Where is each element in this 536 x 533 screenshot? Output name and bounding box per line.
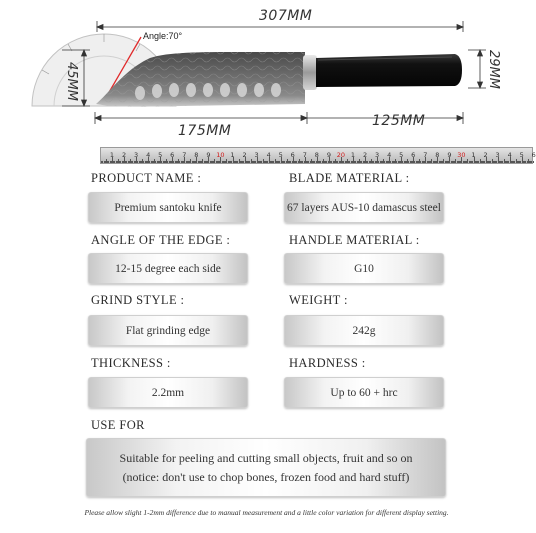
grind-style-value: Flat grinding edge [88, 315, 248, 346]
ruler-number: 2 [121, 151, 127, 159]
measuring-ruler [100, 147, 536, 164]
ruler-number: 10 [216, 151, 225, 159]
thickness-label: THICKNESS : [91, 356, 171, 370]
ruler-number: 4 [146, 151, 151, 159]
ruler-number: 8 [435, 151, 440, 159]
ruler-number: 6 [290, 151, 295, 159]
ruler-number: 2 [362, 151, 368, 159]
measurement-footnote: Please allow slight 1-2mm difference due to manual measurement and a little color variation for different display setting. [84, 508, 449, 517]
handle-material-value: G10 [284, 253, 444, 284]
blade-material-value: 67 layers AUS-10 damascus steel [284, 192, 444, 223]
ruler-number: 1 [109, 151, 115, 159]
hardness-label: HARDNESS : [289, 356, 366, 370]
ruler-number: 6 [531, 151, 536, 159]
ruler-number: 6 [411, 151, 416, 159]
ruler-number: 1 [471, 151, 476, 159]
ruler-number: 20 [336, 151, 346, 159]
blade-length-label: 175MM [178, 123, 232, 139]
ruler-number: 4 [387, 151, 392, 159]
ruler-number: 5 [519, 151, 524, 159]
product-name-value: Premium santoku knife [88, 192, 248, 223]
ruler-number: 7 [302, 151, 307, 159]
blade-material-label: BLADE MATERIAL : [289, 171, 410, 185]
use-for-line-2: (notice: don't use to chop bones, frozen food and hard stuff) [122, 469, 410, 484]
ruler-number: 9 [447, 151, 452, 159]
grind-style-label: GRIND STYLE : [91, 293, 185, 307]
ruler-number: 2 [483, 151, 488, 159]
ruler-number: 4 [507, 151, 512, 159]
ruler-number: 3 [254, 151, 259, 159]
ruler-number: 9 [206, 151, 211, 159]
handle-length-label: 125MM [372, 113, 426, 129]
ruler-number: 3 [134, 151, 139, 159]
ruler-number: 3 [375, 151, 380, 159]
ruler-number: 8 [194, 151, 199, 159]
ruler-number: 5 [158, 151, 163, 159]
ruler-number: 7 [423, 151, 428, 159]
total-length-label: 307MM [259, 8, 313, 24]
ruler-number: 5 [399, 151, 404, 159]
handle-height-label: 29MM [485, 50, 501, 89]
ruler-number: 2 [242, 151, 247, 159]
use-for-value [86, 438, 446, 497]
ruler-number: 5 [278, 151, 283, 159]
weight-value: 242g [284, 315, 444, 346]
weight-label: WEIGHT : [289, 293, 348, 307]
ruler-number: 6 [170, 151, 175, 159]
ruler-number: 9 [326, 151, 331, 159]
angle-label: Angle:70° [143, 31, 183, 41]
ruler-number: 7 [182, 151, 187, 159]
ruler-tick [533, 161, 534, 163]
product-name-label: PRODUCT NAME : [91, 171, 202, 185]
ruler-number: 4 [266, 151, 271, 159]
ruler-number: 1 [350, 151, 356, 159]
use-for-label: USE FOR [91, 418, 145, 432]
ruler-number: 8 [314, 151, 319, 159]
ruler-number: 3 [495, 151, 500, 159]
thickness-value: 2.2mm [88, 377, 248, 408]
handle-material-label: HANDLE MATERIAL : [289, 233, 420, 247]
angle-edge-label: ANGLE OF THE EDGE : [91, 233, 231, 247]
blade-height-label: 45MM [63, 62, 79, 101]
ruler-number: 1 [230, 151, 235, 159]
use-for-line-1: Suitable for peeling and cutting small objects, fruit and so on [119, 450, 413, 465]
angle-edge-value: 12-15 degree each side [88, 253, 248, 284]
ruler-number: 30 [457, 151, 466, 159]
hardness-value: Up to 60 + hrc [284, 377, 444, 408]
